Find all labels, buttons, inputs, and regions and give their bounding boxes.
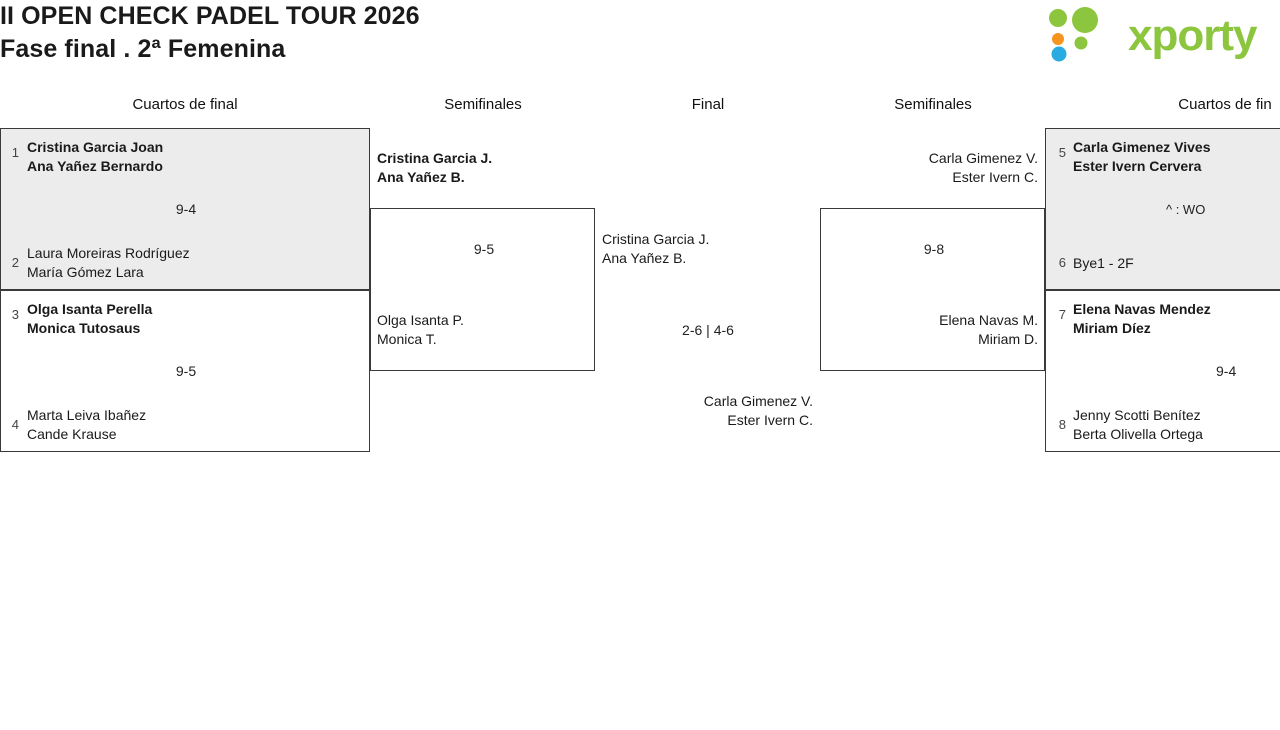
seed-number: 1 bbox=[11, 145, 19, 160]
team-player-1: Olga Isanta Perella bbox=[27, 301, 153, 317]
team-player-1: Marta Leiva Ibañez bbox=[27, 407, 147, 423]
xporty-wordmark: xporty bbox=[1128, 11, 1257, 60]
match-box-qf4[interactable] bbox=[1045, 290, 1280, 452]
match-score: 9-5 bbox=[175, 363, 197, 379]
tournament-subtitle: Fase final . 2ª Femenina bbox=[0, 35, 286, 63]
team-player-2: Ester Ivern Cervera bbox=[1073, 158, 1202, 174]
page-header bbox=[0, 0, 1280, 78]
match-score: 9-8 bbox=[923, 241, 945, 257]
team-player-2: Berta Olivella Ortega bbox=[1073, 426, 1203, 442]
xporty-logo[interactable] bbox=[1044, 6, 1274, 68]
tournament-title: II OPEN CHECK PADEL TOUR 2026 bbox=[0, 2, 420, 30]
match-box-qf3[interactable] bbox=[1045, 128, 1280, 290]
match-box-qf2[interactable] bbox=[0, 290, 370, 452]
team-player-2: Cande Krause bbox=[27, 426, 117, 442]
seed-number: 2 bbox=[11, 255, 19, 270]
seed-number: 4 bbox=[11, 417, 19, 432]
match-score: 9-4 bbox=[1216, 363, 1237, 379]
sf-left-top-player-1: Cristina Garcia J. bbox=[377, 150, 493, 166]
final-top-player-1: Cristina Garcia J. bbox=[602, 231, 710, 247]
seed-number: 7 bbox=[1058, 307, 1066, 322]
team-player-1: Jenny Scotti Benítez bbox=[1073, 407, 1201, 423]
sf-left-top-player-2: Ana Yañez B. bbox=[377, 169, 465, 185]
sf-right-bottom-player-1: Elena Navas M. bbox=[939, 312, 1038, 328]
team-player-2: María Gómez Lara bbox=[27, 264, 144, 280]
final-bottom-player-1: Carla Gimenez V. bbox=[703, 393, 813, 409]
team-player-2: Miriam Díez bbox=[1073, 320, 1151, 336]
round-label-final: Final bbox=[691, 96, 725, 113]
match-box-qf1[interactable] bbox=[0, 128, 370, 290]
sf-right-top-player-1: Carla Gimenez V. bbox=[928, 150, 1038, 166]
team-player-1: Bye1 - 2F bbox=[1073, 255, 1134, 271]
final-top-player-2: Ana Yañez B. bbox=[602, 250, 687, 266]
team-player-1: Elena Navas Mendez bbox=[1073, 301, 1211, 317]
team-player-2: Ana Yañez Bernardo bbox=[27, 158, 163, 174]
seed-number: 3 bbox=[11, 307, 19, 322]
seed-number: 6 bbox=[1058, 255, 1066, 270]
seed-number: 5 bbox=[1058, 145, 1066, 160]
round-label-cuartos-right: Cuartos de fin bbox=[1178, 96, 1272, 113]
final-bottom-player-2: Ester Ivern C. bbox=[727, 412, 813, 428]
team-player-1: Laura Moreiras Rodríguez bbox=[27, 245, 190, 261]
round-label-semifinales-right: Semifinales bbox=[894, 96, 972, 113]
match-score: ^ : WO bbox=[1166, 202, 1206, 217]
sf-right-top-player-2: Ester Ivern C. bbox=[952, 169, 1038, 185]
sf-right-bottom-player-2: Miriam D. bbox=[978, 331, 1038, 347]
xporty-dots-icon bbox=[1044, 6, 1124, 62]
match-score: 9-5 bbox=[473, 241, 495, 257]
team-player-2: Monica Tutosaus bbox=[27, 320, 141, 336]
round-label-semifinales-left: Semifinales bbox=[444, 96, 522, 113]
final-score: 2-6 | 4-6 bbox=[682, 322, 734, 338]
sf-left-bottom-player-2: Monica T. bbox=[377, 331, 437, 347]
team-player-1: Cristina Garcia Joan bbox=[27, 139, 164, 155]
seed-number: 8 bbox=[1058, 417, 1066, 432]
team-player-1: Carla Gimenez Vives bbox=[1073, 139, 1211, 155]
match-score: 9-4 bbox=[175, 201, 197, 217]
sf-left-bottom-player-1: Olga Isanta P. bbox=[377, 312, 464, 328]
round-label-cuartos-left: Cuartos de final bbox=[132, 96, 238, 113]
